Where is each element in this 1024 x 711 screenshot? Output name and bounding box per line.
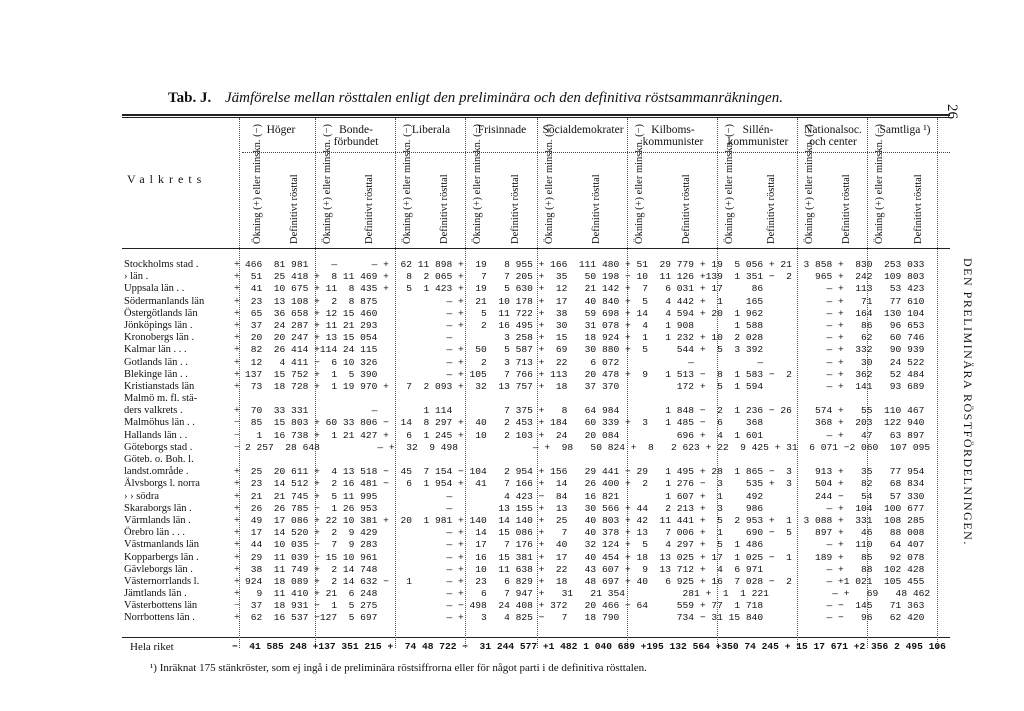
group-header: Bonde-förbundet bbox=[333, 124, 379, 148]
row-name: Göteborgs stad . bbox=[124, 441, 193, 453]
column-header-change: Ökning (+) eller minskn. (−) bbox=[544, 123, 555, 244]
row-sign: + bbox=[234, 490, 240, 502]
row-sign: − bbox=[234, 429, 240, 441]
row-sign: + bbox=[234, 466, 240, 478]
row-values bbox=[245, 393, 930, 405]
constituency-names bbox=[124, 259, 234, 625]
row-values: 65 36 658 + 12 15 460 — + 5 11 722 + 38 59 698 + 14 4 594 + 20 1 962 — + 164 130 104 bbox=[245, 307, 925, 319]
row-values: 49 17 086 + 22 10 381 + 20 1 981 + 140 14 140 + 25 40 803 + 42 11 441 + 5 2 953 + 1 3 088 + 331 108 285 bbox=[245, 514, 925, 526]
total-label: Hela riket bbox=[130, 641, 174, 653]
top-rule-thin bbox=[122, 117, 950, 118]
row-sign: + bbox=[234, 356, 240, 368]
column-header-change: Ökning (+) eller minskn. (−) bbox=[402, 123, 413, 244]
column-divider bbox=[937, 118, 938, 648]
row-sign: + bbox=[234, 588, 240, 600]
row-sign: + bbox=[234, 259, 240, 270]
row-sign: + bbox=[234, 612, 240, 624]
row-sign: + bbox=[234, 283, 240, 295]
row-name: Hallands län . . bbox=[124, 429, 188, 441]
row-sign: + bbox=[234, 295, 240, 307]
row-sign: + bbox=[234, 527, 240, 539]
row-name: Uppsala län . . bbox=[124, 283, 185, 295]
column-header-final: Definitivt rösttal bbox=[289, 174, 300, 244]
top-rule bbox=[122, 114, 950, 116]
row-values: 23 14 512 + 2 16 481 − 6 1 954 + 41 7 166 + 14 26 400 + 2 1 276 − 3 535 + 3 504 + 82 68 834 bbox=[245, 478, 925, 490]
row-name: Malmö m. fl. stä- bbox=[124, 393, 198, 405]
group-header: Liberala bbox=[411, 124, 451, 136]
row-values: 82 26 414 +114 24 115 — + 50 5 587 + 69 30 880 + 5 544 + 5 3 392 — + 332 90 939 bbox=[245, 344, 925, 356]
row-values: 51 25 418 + 8 11 469 + 8 2 065 + 7 7 205 + 35 50 198 − 10 11 126 +139 1 351 − 2 965 + 242 109 803 bbox=[245, 271, 925, 283]
row-name: Östergötlands län bbox=[124, 307, 198, 319]
row-values: 26 26 785 − 1 26 953 — 13 155 + 13 30 566 + 44 2 213 + 3 986 — + 104 100 677 bbox=[245, 502, 925, 514]
row-sign: + bbox=[234, 332, 240, 344]
column-header-change: Ökning (+) eller minskn. (−) bbox=[874, 123, 885, 244]
row-name: Västernorrlands l. bbox=[124, 575, 200, 587]
row-name: Kalmar län . . . bbox=[124, 344, 187, 356]
row-name: Kopparbergs län . bbox=[124, 551, 199, 563]
header-rule bbox=[122, 248, 950, 249]
group-header: Samtliga ¹) bbox=[879, 124, 931, 136]
row-values: 1 16 738 + 1 21 427 + 6 1 245 + 10 2 103 + 24 20 084 696 + 4 1 601 — + 47 63 897 bbox=[245, 429, 925, 441]
row-sign: + bbox=[234, 368, 240, 380]
row-sign: + bbox=[234, 319, 240, 331]
row-name: Gotlands län . . bbox=[124, 356, 188, 368]
row-sign: − bbox=[234, 417, 240, 429]
row-sign: + bbox=[234, 344, 240, 356]
row-name: ders valkrets . bbox=[124, 405, 183, 417]
valkrets-header: Valkrets bbox=[127, 172, 207, 186]
row-name: › › södra bbox=[124, 490, 159, 502]
group-header: Nationalsoc. och center bbox=[804, 124, 862, 148]
column-header-change: Ökning (+) eller minskn. (−) bbox=[724, 123, 735, 244]
total-rule bbox=[122, 637, 950, 638]
column-header-final: Definitivt rösttal bbox=[681, 174, 692, 244]
row-name: Jönköpings län . bbox=[124, 319, 193, 331]
row-values: 37 24 287 + 11 21 293 — + 2 16 495 + 30 31 078 + 4 1 908 1 588 — + 86 96 653 bbox=[245, 319, 925, 331]
row-sign bbox=[234, 393, 240, 405]
group-header: Sillén-kommunister bbox=[727, 124, 789, 148]
row-values: 23 13 108 + 2 8 875 — + 21 10 178 + 17 40 840 + 5 4 442 + 1 165 — + 71 77 610 bbox=[245, 295, 925, 307]
row-values: 29 11 039 − 15 10 961 — + 16 15 381 + 17 40 454 + 18 13 025 + 17 1 025 − 1 189 + 85 92 078 bbox=[245, 551, 925, 563]
row-sign: + bbox=[234, 563, 240, 575]
row-values bbox=[245, 454, 930, 466]
footnote: ¹) Inräknat 175 stänkröster, som ej ingå i de preliminära röstsiffrorna eller för något parti i de definitiva rösttalen. bbox=[150, 662, 647, 674]
row-name: Södermanlands län bbox=[124, 295, 205, 307]
row-sign: + bbox=[234, 502, 240, 514]
column-header-final: Definitivt rösttal bbox=[766, 174, 777, 244]
row-values: 17 14 520 + 2 9 429 — + 14 15 086 + 7 40 378 + 13 7 006 + 1 690 − 5 897 + 46 88 008 bbox=[245, 527, 925, 539]
row-name: Värmlands län . bbox=[124, 514, 191, 526]
row-values: 2 257 28 648 — + 32 9 498 — + 98 50 824 + 8 2 623 + 22 9 425 + 31 6 071 −2 060 107 095 bbox=[245, 441, 931, 453]
group-header: Socialdemokrater bbox=[542, 124, 624, 136]
group-header: Höger bbox=[266, 124, 296, 136]
row-values: 70 33 331 — 1 114 7 375 + 8 64 984 1 848 − 2 1 236 − 26 574 + 55 110 467 bbox=[245, 405, 925, 417]
row-name: Skaraborgs län . bbox=[124, 502, 192, 514]
column-header-change: Ökning (+) eller minskn. (−) bbox=[634, 123, 645, 244]
row-sign: + bbox=[234, 575, 240, 587]
side-heading: DEN PRELIMINÄRA RÖSTFÖRDELNINGEN. bbox=[961, 258, 975, 546]
row-values: 62 16 537 −127 5 697 — + 3 4 825 − 7 18 790 734 − 31 15 840 — − 96 62 420 bbox=[245, 612, 925, 624]
row-signs bbox=[234, 259, 240, 625]
table-number: Tab. J. bbox=[168, 90, 212, 106]
row-name: Älvsborgs l. norra bbox=[124, 478, 200, 490]
column-header-change: Ökning (+) eller minskn. (−) bbox=[472, 123, 483, 244]
group-rule bbox=[242, 152, 950, 153]
row-name: › län . bbox=[124, 271, 149, 283]
row-name: Stockholms stad . bbox=[124, 259, 199, 270]
row-name: Göteb. o. Boh. l. bbox=[124, 454, 194, 465]
column-header-final: Definitivt rösttal bbox=[439, 174, 450, 244]
row-sign: + bbox=[234, 271, 240, 283]
row-name: landst.område . bbox=[124, 466, 189, 478]
data-rows bbox=[245, 259, 930, 625]
column-header-final: Definitivt rösttal bbox=[913, 174, 924, 244]
group-header: Kilboms-kommunister bbox=[642, 124, 704, 148]
row-sign: + bbox=[234, 539, 240, 551]
row-name: Norrbottens län . bbox=[124, 612, 195, 624]
row-values: 466 81 981 — — + 62 11 898 + 19 8 955 + 166 111 480 + 51 29 779 + 19 5 056 + 21 3 858 + 830 253 033 bbox=[245, 259, 925, 270]
row-values: 9 11 410 + 21 6 248 — + 6 7 947 + 31 21 354 281 + 1 1 221 — + 69 48 462 bbox=[245, 588, 931, 600]
row-values: 20 20 247 + 13 15 054 — 3 258 + 15 18 924 + 1 1 232 + 10 2 028 — + 62 60 746 bbox=[245, 332, 925, 344]
column-header-final: Definitivt rösttal bbox=[591, 174, 602, 244]
row-sign: + bbox=[234, 478, 240, 490]
row-name: Malmöhus län . . bbox=[124, 417, 195, 429]
row-sign: + bbox=[234, 380, 240, 392]
row-sign: + bbox=[234, 551, 240, 563]
row-values: 73 18 728 + 1 19 970 + 7 2 093 + 32 13 757 + 18 37 370 172 + 5 1 594 — + 141 93 689 bbox=[245, 380, 925, 392]
row-sign: + bbox=[234, 307, 240, 319]
row-sign: − bbox=[234, 441, 240, 453]
table-title bbox=[168, 90, 783, 107]
row-name: Kronobergs län . bbox=[124, 332, 195, 344]
row-values: 85 15 803 + 60 33 806 − 14 8 297 + 40 2 453 + 184 60 339 + 3 1 485 − 6 368 368 + 203 122 940 bbox=[245, 417, 925, 429]
row-values: 44 10 035 − 7 9 283 — + 17 7 176 + 40 32 124 + 5 4 297 + 5 1 486 — + 110 64 407 bbox=[245, 539, 925, 551]
row-values: 41 10 675 + 11 8 435 + 5 1 423 + 19 5 630 + 12 21 142 + 7 6 031 + 17 86 — + 113 53 423 bbox=[245, 283, 925, 295]
column-header-final: Definitivt rösttal bbox=[364, 174, 375, 244]
column-header-change: Ökning (+) eller minskn. (−) bbox=[804, 123, 815, 244]
row-sign: + bbox=[234, 514, 240, 526]
row-name: Kristianstads län bbox=[124, 380, 195, 392]
total-values: − 41 585 248 +137 351 215 + 74 48 722 − 31 244 577 +1 482 1 040 689 +195 132 564 +350 74 245 + 15 17 671 +2 356 2 495 106 bbox=[232, 641, 946, 652]
row-sign bbox=[234, 454, 240, 466]
row-values: 21 21 745 + 5 11 995 — 4 423 − 84 16 821 1 607 + 1 492 244 − 54 57 330 bbox=[245, 490, 925, 502]
column-header-change: Ökning (+) eller minskn. (−) bbox=[322, 123, 333, 244]
row-values: 38 11 749 + 2 14 748 — + 10 11 638 + 22 43 607 + 9 13 712 + 4 6 971 — + 88 102 428 bbox=[245, 563, 925, 575]
column-header-change: Ökning (+) eller minskn. (−) bbox=[252, 123, 263, 244]
row-name: Jämtlands län . bbox=[124, 588, 187, 600]
row-values: 924 18 089 + 2 14 632 − 1 — + 23 6 829 + 18 48 697 + 40 6 925 + 16 7 028 − 2 — +1 021 105 455 bbox=[245, 575, 925, 587]
row-name: Blekinge län . . bbox=[124, 368, 188, 380]
row-values: 137 15 752 + 1 5 390 — + 105 7 766 + 113 20 478 + 9 1 513 − 8 1 583 − 2 — + 362 52 484 bbox=[245, 368, 925, 380]
row-sign: − bbox=[234, 600, 240, 612]
page-number: 26 bbox=[944, 104, 960, 119]
row-name: Örebro län . . . bbox=[124, 527, 185, 539]
column-header-final: Definitivt rösttal bbox=[510, 174, 521, 244]
table-caption: Jämförelse mellan rösttalen enligt den preliminära och den definitiva röstsammanräkningen. bbox=[224, 90, 783, 106]
row-values: 25 20 611 + 4 13 518 − 45 7 154 − 104 2 954 + 156 29 441 − 29 1 495 + 28 1 865 − 3 913 + 35 77 954 bbox=[245, 466, 925, 478]
group-header: Frisinnade bbox=[477, 124, 527, 136]
row-values: 37 18 931 − 1 5 275 — − 498 24 408 + 372 20 466 − 64 559 + 77 1 718 — − 145 71 363 bbox=[245, 600, 925, 612]
row-values: 12 4 411 − 6 10 326 — + 2 3 713 + 22 6 072 — — — + 30 24 522 bbox=[245, 356, 925, 368]
row-name: Västmanlands län bbox=[124, 539, 199, 551]
column-header-final: Definitivt rösttal bbox=[841, 174, 852, 244]
row-name: Västerbottens län bbox=[124, 600, 198, 612]
row-sign: + bbox=[234, 405, 240, 417]
row-name: Gävleborgs län . bbox=[124, 563, 193, 575]
